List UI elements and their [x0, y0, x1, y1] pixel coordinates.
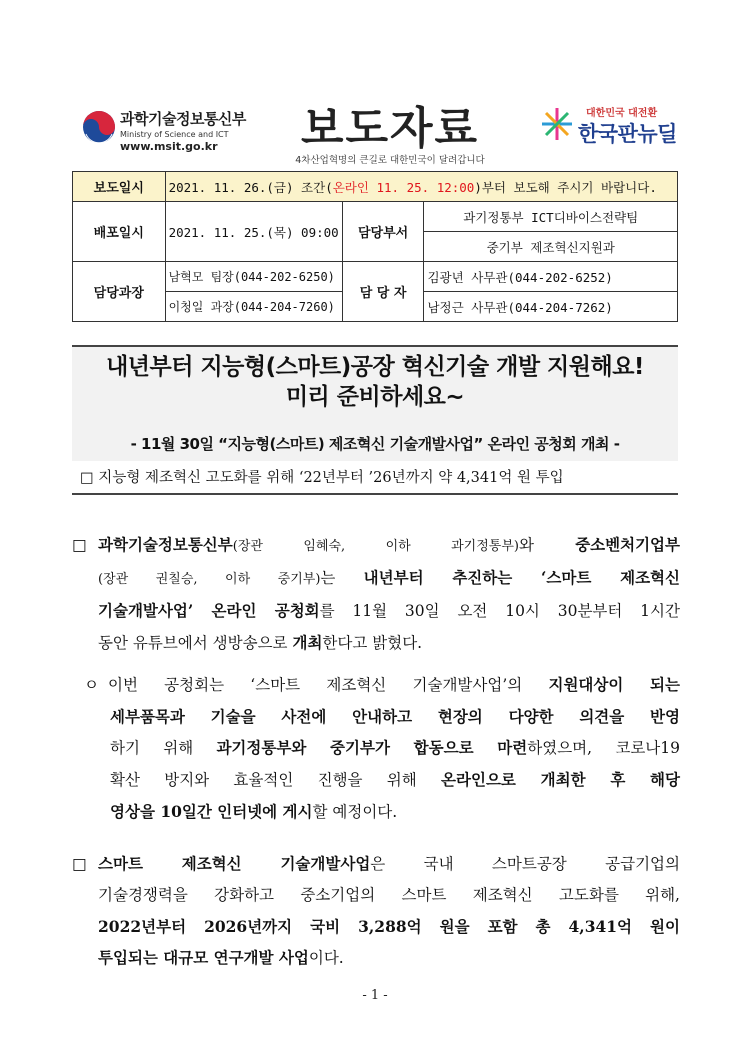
square-bullet-icon: □ [72, 536, 87, 554]
newdeal-star-icon [540, 106, 574, 142]
p2-line-5 [84, 796, 680, 828]
newdeal-tagline: 대한민국 대전환 [586, 108, 658, 119]
p2-text: 하기 위해 [110, 739, 217, 757]
release-value [165, 172, 677, 202]
slogan: 4차산업혁명의 큰길로 대한민국이 달려갑니다 [295, 155, 485, 166]
p1-line-1 [72, 529, 680, 562]
chief-row [73, 262, 678, 292]
p1-text: 와 [519, 536, 576, 554]
p1-text: 개최 [292, 633, 323, 652]
p2-text: 하였으며, 코로나19 [527, 739, 681, 757]
p2-text: 영상을 10일간 인터넷에 게시 [110, 802, 313, 821]
p1-text: 동안 유튜브에서 생방송으로 [98, 634, 293, 652]
p2-text: 온라인으로 개최한 후 해당 [441, 770, 680, 789]
ministry-name: 과학기술정보통신부 [120, 110, 246, 128]
release-row [73, 172, 678, 202]
page-number: - 1 - [362, 988, 388, 1003]
p1-text: (장관 임혜숙, 이하 과기정통부) [232, 539, 519, 554]
newdeal-logo-text: 한국판뉴딜 [578, 122, 677, 146]
chief-label: 담당과장 [73, 262, 166, 322]
distribution-row [73, 202, 678, 232]
p2-text: 이번 공청회는 ‘스마트 제조혁신 기술개발사업’의 [108, 676, 549, 694]
p3-line-4 [72, 942, 680, 974]
p1-text: 를 11월 30일 오전 10시 30분부터 1시간 [319, 602, 680, 620]
department-label: 담당부서 [342, 202, 424, 262]
distribution-value: 2021. 11. 25.(목) 09:00 [165, 202, 342, 262]
p1-text: 는 [320, 569, 364, 587]
headline-line-1: 내년부터 지능형(스마트)공장 혁신기술 개발 지원해요! [106, 354, 644, 380]
chief-1: 남혁모 팀장(044-202-6250) [165, 262, 342, 292]
p3-text: 스마트 제조혁신 기술개발사업 [98, 854, 371, 873]
release-info-table [72, 171, 678, 322]
square-bullet-icon: □ [72, 855, 87, 873]
p3-line-2: 기술경쟁력을 강화하고 중소기업의 스마트 제조혁신 고도화를 위해, [98, 886, 680, 904]
release-suffix: )부터 보도해 주시기 바랍니다. [474, 179, 657, 195]
p3-line-1 [72, 848, 680, 880]
p1-text: 중소벤처기업부 [575, 535, 680, 554]
p1-line-4 [72, 627, 680, 659]
p1-text: (장관 권칠승, 이하 중기부) [98, 572, 321, 587]
release-prefix: 2021. 11. 26.(금) 조간( [168, 179, 333, 195]
paragraph-3 [72, 848, 680, 974]
summary-line: □ 지능형 제조혁신 고도화를 위해 ‘22년부터 ’26년까지 약 4,341억 원 투입 [80, 470, 564, 486]
p3-text: 투입되는 대규모 연구개발 사업 [98, 948, 309, 967]
ministry-english-name: Ministry of Science and ICT [120, 130, 229, 139]
department-1: 과기정통부 ICT디바이스전략팀 [424, 202, 678, 232]
ministry-emblem-icon [82, 110, 116, 144]
p3-text: 이다. [308, 949, 344, 967]
p2-text: 지원대상이 되는 [548, 675, 680, 694]
release-online-time: 온라인 11. 25. 12:00 [332, 179, 475, 195]
staff-2: 남정근 사무관(044-204-7262) [424, 292, 678, 322]
headline-line-2: 미리 준비하세요~ [285, 384, 465, 410]
p2-text: 확산 방지와 효율적인 진행을 위해 [110, 771, 442, 789]
summary-divider [72, 493, 678, 495]
p3-text: 은 국내 스마트공장 공급기업의 [370, 855, 680, 873]
paragraph-2 [84, 669, 680, 828]
staff-label: 담 당 자 [342, 262, 424, 322]
circle-bullet-icon: ㅇ [84, 676, 99, 694]
p3-line-3: 2022년부터 2026년까지 국비 3,288억 원을 포함 총 4,341억 원이 [98, 917, 680, 936]
chief-2: 이청일 과장(044-204-7260) [165, 292, 342, 322]
paragraph-1 [72, 529, 680, 659]
press-release-title: 보도자료 [300, 103, 479, 154]
p1-text: 한다고 밝혔다. [322, 634, 423, 652]
p1-line-2 [72, 562, 680, 595]
staff-1: 김광년 사무관(044-202-6252) [424, 262, 678, 292]
distribution-label: 배포일시 [73, 202, 166, 262]
headline [72, 352, 678, 412]
p2-text: 할 예정이다. [312, 803, 398, 821]
p1-text: 내년부터 추진하는 ‘스마트 제조혁신 [363, 568, 680, 587]
headline-subline: - 11월 30일 “지능형(스마트) 제조혁신 기술개발사업” 온라인 공청회 개최 - [130, 435, 620, 453]
release-label: 보도일시 [73, 172, 166, 202]
p1-text: 기술개발사업’ 온라인 공청회 [98, 601, 320, 620]
p2-line-3 [84, 732, 680, 764]
department-2: 중기부 제조혁신지원과 [424, 232, 678, 262]
p2-line-1 [84, 669, 680, 701]
p2-line-4 [84, 764, 680, 796]
p1-line-3 [72, 595, 680, 627]
ministry-url: www.msit.go.kr [120, 140, 218, 153]
p1-text: 과학기술정보통신부 [98, 535, 233, 554]
ministry-logo [120, 108, 246, 153]
p2-text: 과기정통부와 중기부가 합동으로 마련 [216, 738, 528, 757]
p2-line-2: 세부품목과 기술을 사전에 안내하고 현장의 다양한 의견을 반영 [110, 707, 680, 726]
